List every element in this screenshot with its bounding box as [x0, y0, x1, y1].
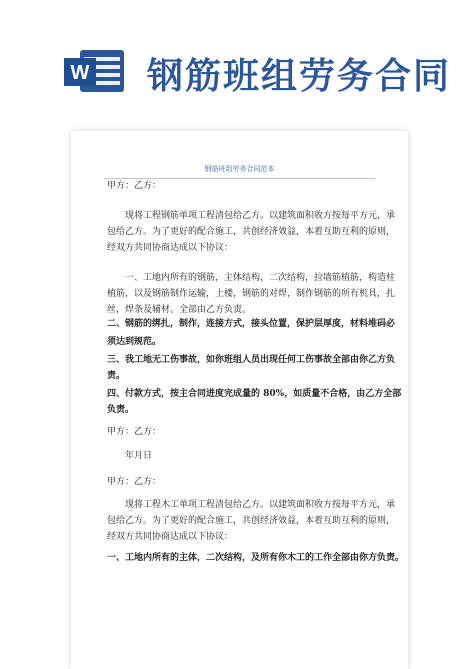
document-line: 现将工程钢筋单项工程清包给乙方。以建筑面积收方按每平方元，承: [107, 211, 396, 221]
document-line: 一、工地内所有的主体，二次结构，及所有你木工的工作全部由你方负责。: [107, 553, 405, 563]
document-line: 责。: [107, 371, 126, 381]
document-line: 甲方：乙方：: [107, 181, 162, 191]
document-line: 包给乙方。为了更好的配合施工，共创经济效益，本着互助互利的原则，: [107, 516, 396, 526]
page-title: 钢筋班组劳务合同: [147, 56, 452, 97]
document-line: 经双方共同协商达成以下协议：: [107, 532, 234, 542]
document-line: 甲方：乙方：: [107, 427, 162, 437]
document-line: 负责。: [107, 405, 135, 415]
document-header: 钢筋班组劳务合同范本: [204, 165, 275, 173]
document-line: 二、钢筋的绑扎，制作，连接方式，接头位置，保护层厚度，材料堆码必: [107, 319, 396, 329]
document-line: 植筋，以及钢筋制作运输，上楼，钢筋的对焊，制作钢筋的所有机具，扎: [107, 289, 396, 299]
document-line: 年月日: [107, 451, 153, 461]
document-page: [71, 131, 408, 669]
document-line: 丝，焊条及辅材。全部由乙方负责。: [107, 305, 252, 315]
document-line: 现将工程木工单项工程清包给乙方。以建筑面积收方按每平方元，承: [107, 500, 396, 510]
document-line: 甲方：乙方：: [107, 477, 162, 487]
document-line: 一、工地内所有的钢筋，主体结构，二次结构，拉墙筋植筋，构造柱: [107, 273, 396, 283]
word-logo-letter: W: [70, 62, 90, 84]
document-line: 经双方共同协商达成以下协议：: [107, 243, 234, 253]
document-line: 三、我工地无工伤事故，如你班组人员出现任何工伤事故全部由你乙方负: [107, 355, 396, 365]
document-line: 须达到规范。: [107, 337, 162, 347]
document-line: 包给乙方。为了更好的配合施工，共创经济效益，本着互助互利的原则，: [107, 227, 396, 237]
document-line: 四、付款方式，按主合同进度完成量的 80%，如质量不合格，由乙方全部: [107, 389, 402, 399]
word-document-icon: [62, 46, 128, 96]
banner: [0, 0, 474, 112]
